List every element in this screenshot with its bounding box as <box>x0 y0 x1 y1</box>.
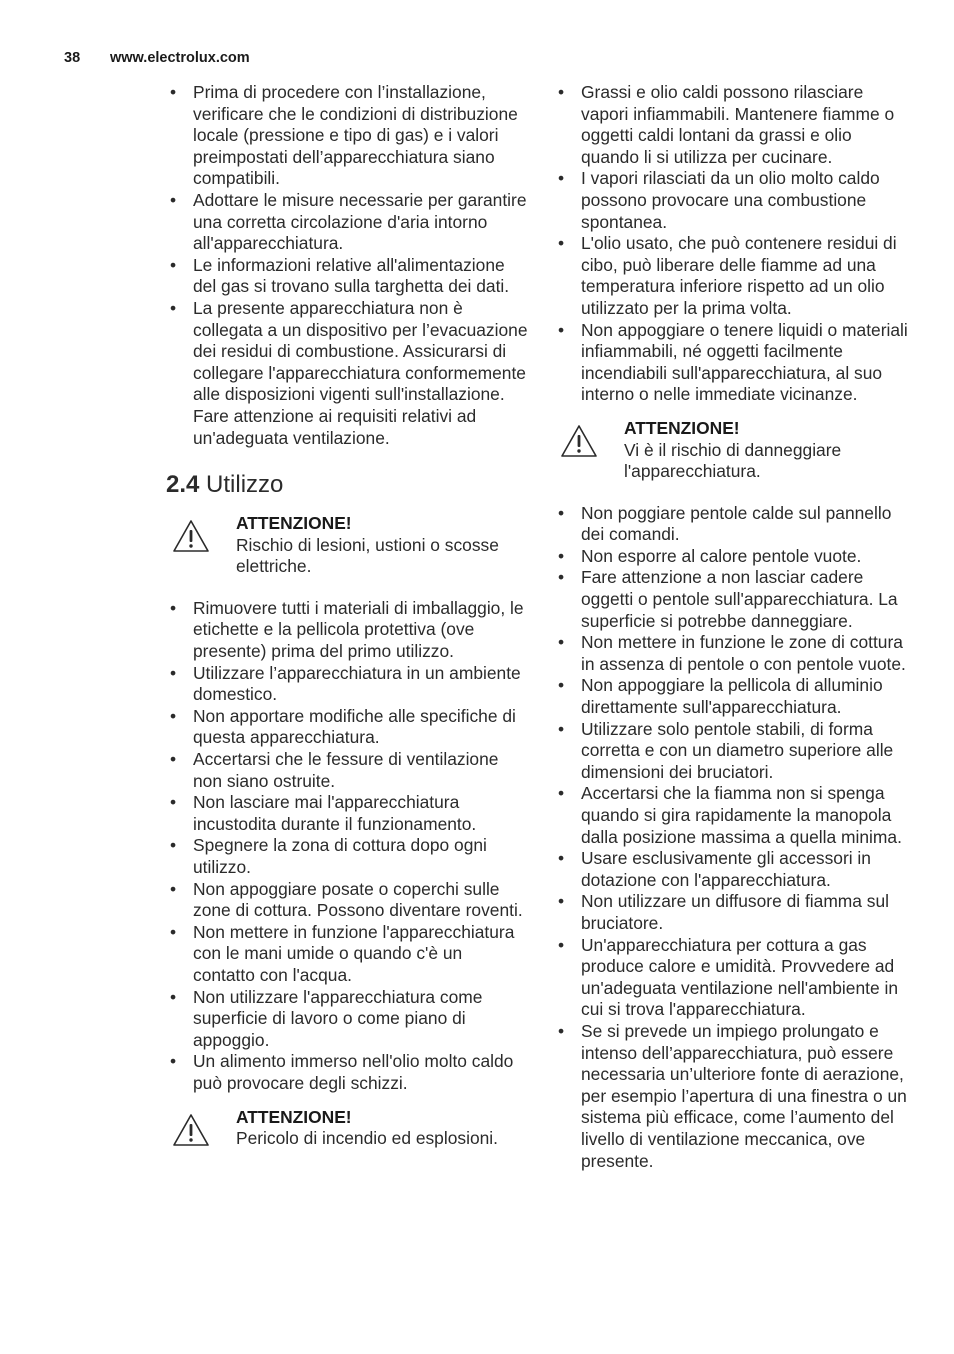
right-top-list <box>554 82 914 406</box>
list-item: • Fare attenzione a non lasciar cadere oggetti o pentole sull'apparecchiatura. La superficie si potrebbe danneggiare. <box>554 567 914 632</box>
list-item: • Non mettere in funzione l'apparecchiatura con le mani umide o quando c'è un contatto con l'acqua. <box>166 922 528 987</box>
list-item: • Spegnere la zona di cottura dopo ogni utilizzo. <box>166 835 528 878</box>
warning-box <box>166 513 528 578</box>
list-item: • La presente apparecchiatura non è collegata a un dispositivo per l’evacuazione dei residui di combustione. Assicurarsi di collegare l'apparecchiatura conformemente alle disposizioni vigenti sull'installazione. Fare attenzione ai requisiti relativi ad un'adeguata ventilazione. <box>166 298 528 449</box>
warning-text: Vi è il rischio di danneggiare l'apparecchiatura. <box>624 439 842 482</box>
list-item: • Non appoggiare posate o coperchi sulle zone di cottura. Possono diventare roventi. <box>166 879 528 922</box>
page-header <box>64 50 250 66</box>
list-item: • I vapori rilasciati da un olio molto caldo possono provocare una combustione spontanea. <box>554 168 914 233</box>
warning-text: Pericolo di incendio ed esplosioni. <box>236 1128 498 1149</box>
warning-text: Rischio di lesioni, ustioni o scosse elettriche. <box>236 534 499 577</box>
left-mid-list <box>166 598 528 1095</box>
warning-triangle-icon <box>560 424 598 458</box>
list-item: • Se si prevede un impiego prolungato e intenso dell’apparecchiatura, può essere necessaria un’ulteriore fonte di aerazione, per esempio l’apertura di una finestra o un sistema più efficace, come l’aumento del livello di ventilazione meccanica, ove presente. <box>554 1021 914 1172</box>
list-item: • Non utilizzare un diffusore di fiamma sul bruciatore. <box>554 891 914 934</box>
list-item: • Non apportare modifiche alle specifiche di questa apparecchiatura. <box>166 706 528 749</box>
warning-title: ATTENZIONE! <box>236 1106 352 1127</box>
list-item: • Non appoggiare o tenere liquidi o materiali infiammabili, né oggetti facilmente incendiabili sull'apparecchiatura, al suo interno o nelle immediate vicinanze. <box>554 320 914 406</box>
right-column <box>554 82 914 1172</box>
list-item: • Prima di procedere con l’installazione, verificare che le condizioni di distribuzione locale (pressione e tipo di gas) e i valori preimpostati dell’apparecchiatura siano compatibili. <box>166 82 528 190</box>
section-heading <box>166 471 528 499</box>
list-item: • Utilizzare solo pentole stabili, di forma corretta e con un diametro superiore alle dimensioni dei bruciatori. <box>554 719 914 784</box>
list-item: • Un alimento immerso nell'olio molto caldo può provocare degli schizzi. <box>166 1051 528 1094</box>
warning-triangle-icon <box>172 519 210 553</box>
list-item: • Non lasciare mai l'apparecchiatura incustodita durante il funzionamento. <box>166 792 528 835</box>
warning-title: ATTENZIONE! <box>236 513 352 534</box>
list-item: • Rimuovere tutti i materiali di imballaggio, le etichette e la pellicola protettiva (ove presente) prima del primo utilizzo. <box>166 598 528 663</box>
list-item: • Accertarsi che le fessure di ventilazione non siano ostruite. <box>166 749 528 792</box>
list-item: • Non appoggiare la pellicola di alluminio direttamente sull'apparecchiatura. <box>554 675 914 718</box>
section-title: Utilizzo <box>206 471 284 499</box>
section-number: 2.4 <box>166 471 200 499</box>
warning-box <box>166 1107 528 1150</box>
list-item: • Utilizzare l’apparecchiatura in un ambiente domestico. <box>166 663 528 706</box>
right-bottom-list <box>554 503 914 1172</box>
list-item: • Un'apparecchiatura per cottura a gas produce calore e umidità. Provvedere ad un'adeguata ventilazione nell'ambiente in cui si trova l'apparecchiatura. <box>554 935 914 1021</box>
list-item: • Non poggiare pentole calde sul pannello dei comandi. <box>554 503 914 546</box>
list-item: • Non esporre al calore pentole vuote. <box>554 546 914 568</box>
list-item: • Adottare le misure necessarie per garantire una corretta circolazione d'aria intorno all'apparecchiatura. <box>166 190 528 255</box>
warning-title: ATTENZIONE! <box>624 417 740 438</box>
left-column <box>166 82 528 1170</box>
list-item: • Grassi e olio caldi possono rilasciare vapori infiammabili. Mantenere fiamme o oggetti caldi lontani da grassi e olio quando li si utilizza per cucinare. <box>554 82 914 168</box>
list-item: • Le informazioni relative all'alimentazione del gas si trovano sulla targhetta dei dati. <box>166 255 528 298</box>
list-item: • Usare esclusivamente gli accessori in dotazione con l'apparecchiatura. <box>554 848 914 891</box>
left-top-list <box>166 82 528 449</box>
list-item: • L'olio usato, che può contenere residui di cibo, può liberare delle fiamme ad una temperatura inferiore rispetto ad un olio utilizzato per la prima volta. <box>554 233 914 319</box>
list-item: • Non utilizzare l'apparecchiatura come superficie di lavoro o come piano di appoggio. <box>166 987 528 1052</box>
list-item: • Accertarsi che la fiamma non si spenga quando si gira rapidamente la manopola dalla posizione massima a quella minima. <box>554 783 914 848</box>
warning-triangle-icon <box>172 1113 210 1147</box>
page-number: 38 <box>64 50 81 66</box>
warning-box <box>554 418 914 483</box>
site-url: www.electrolux.com <box>110 50 250 66</box>
list-item: • Non mettere in funzione le zone di cottura in assenza di pentole o con pentole vuote. <box>554 632 914 675</box>
